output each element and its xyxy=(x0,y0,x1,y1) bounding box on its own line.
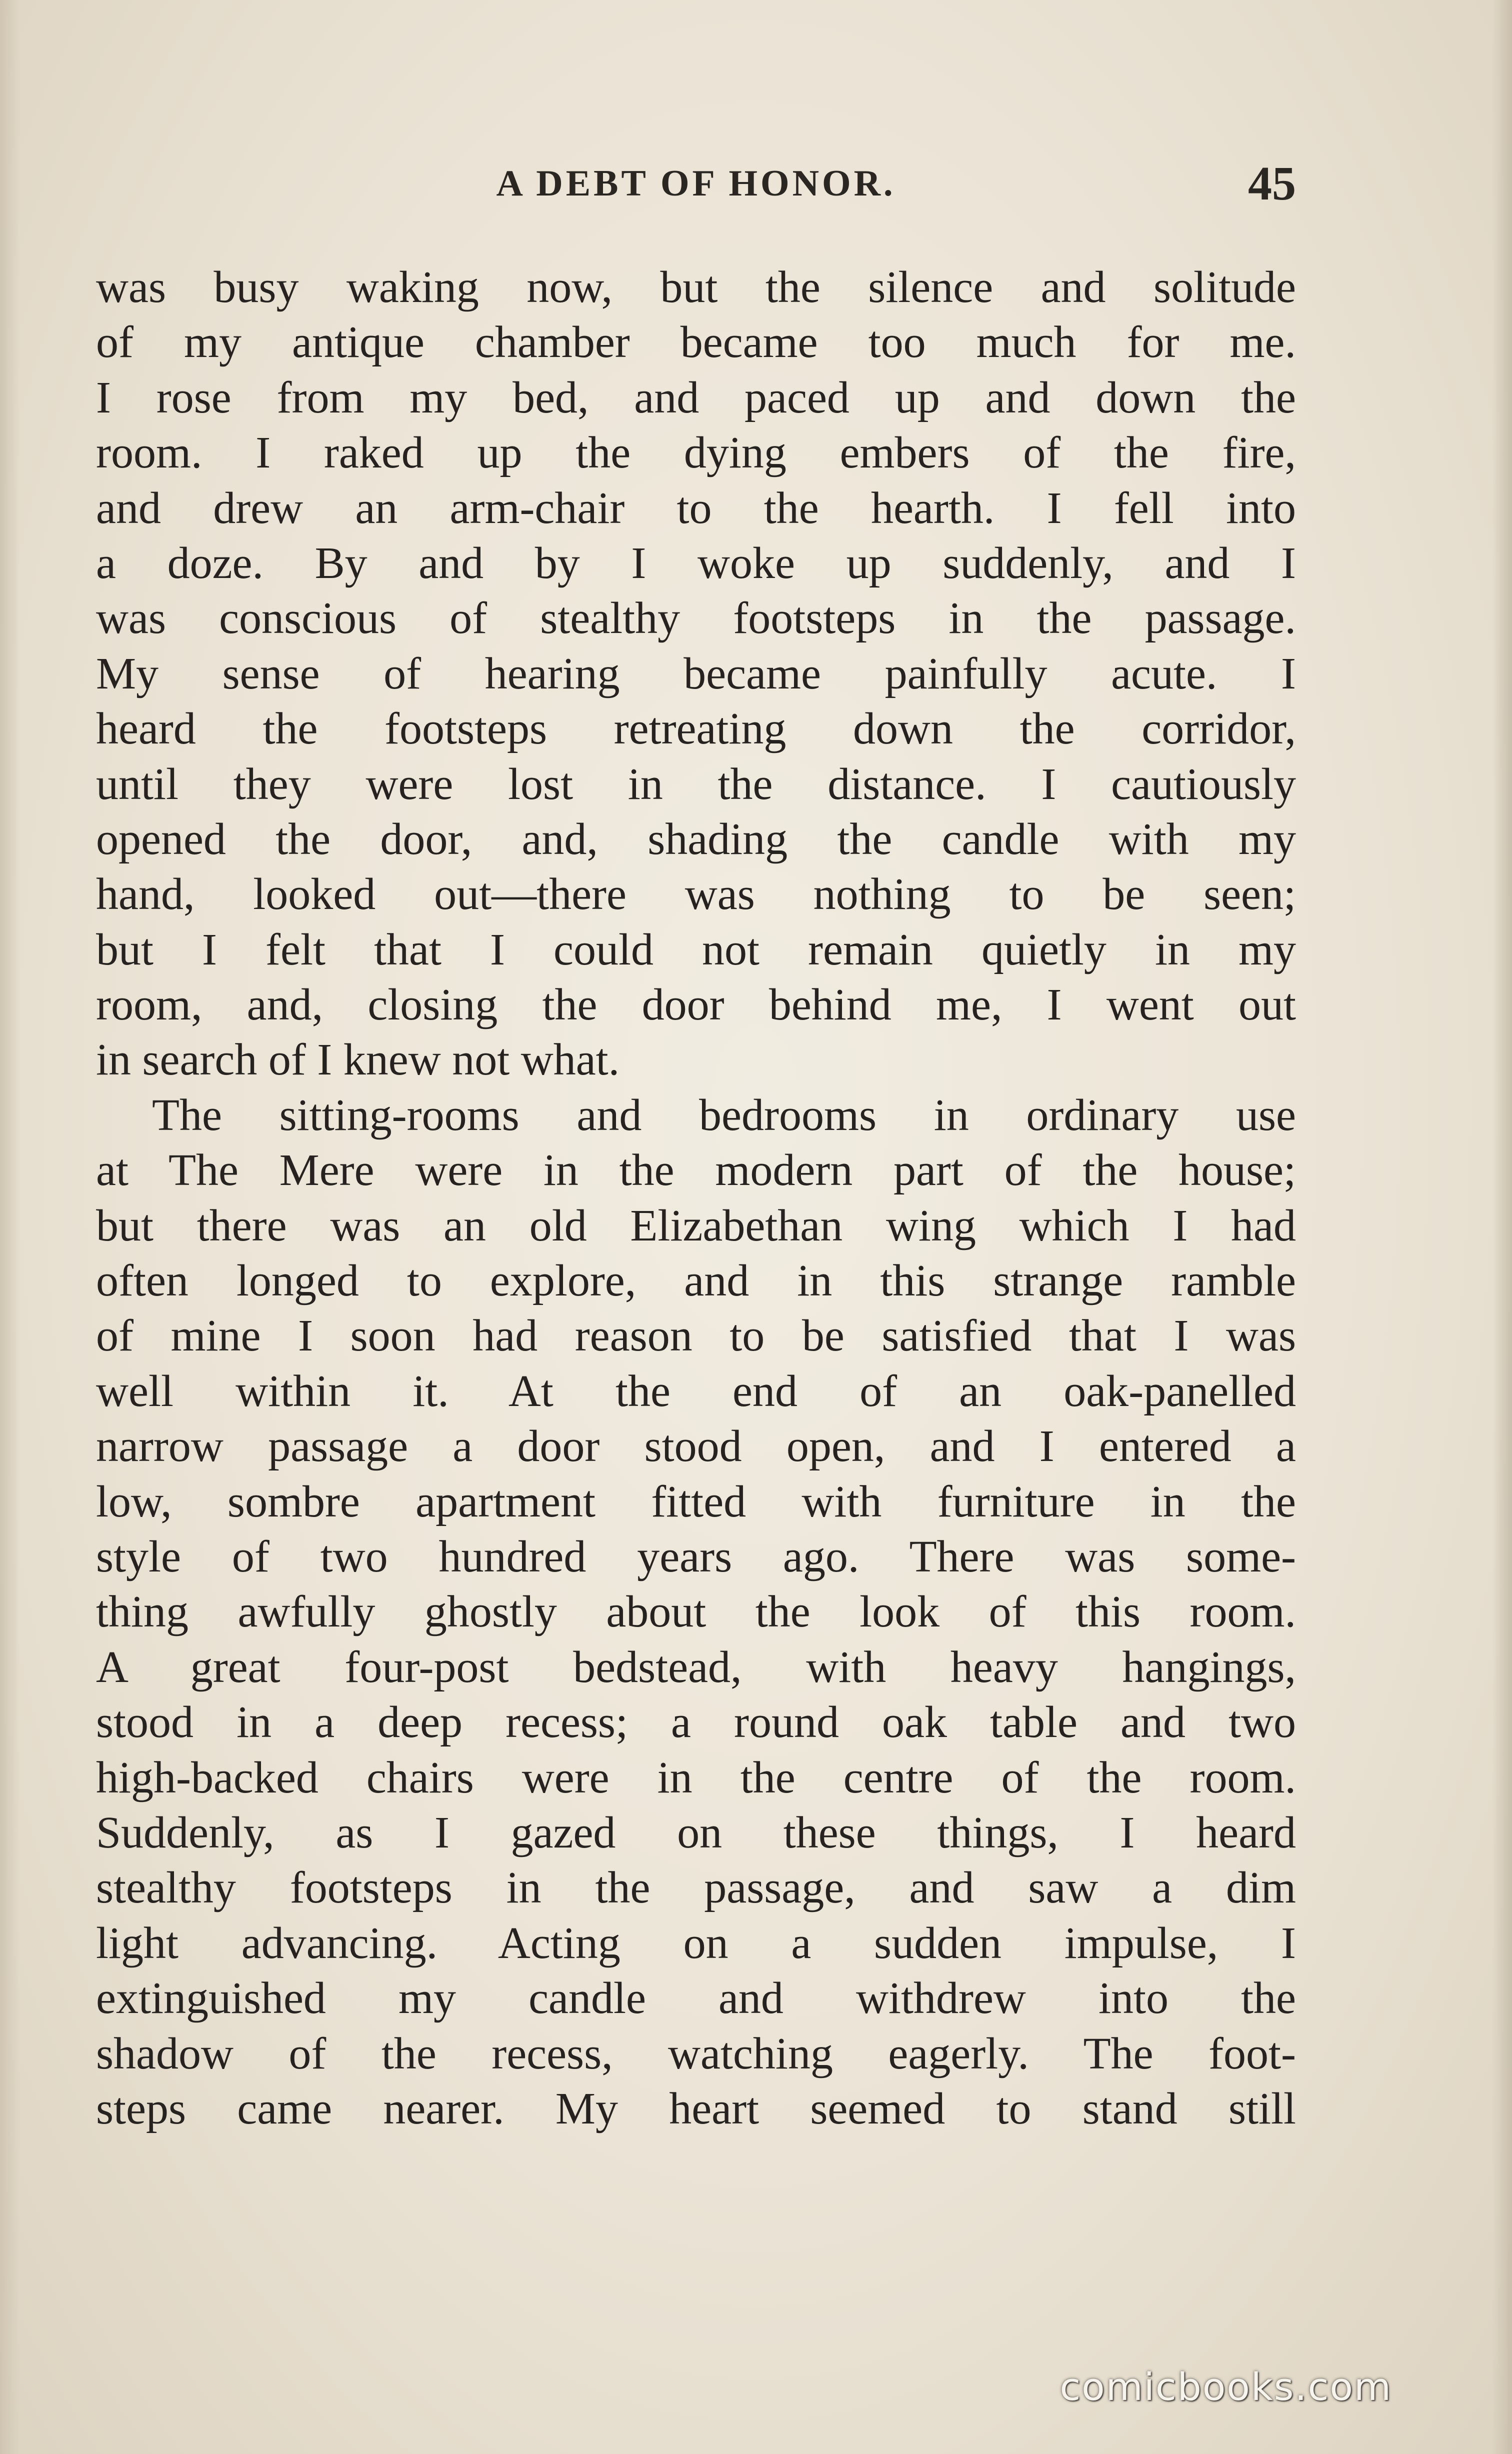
text-line: shadow of the recess, watching eagerly. The foot- xyxy=(96,2028,1296,2078)
text-line: room, and, closing the door behind me, I went out xyxy=(96,980,1296,1030)
text-line: room. I raked up the dying embers of the fire, xyxy=(96,428,1296,478)
text-line: until they were lost in the distance. I cautiously xyxy=(96,759,1296,809)
text-line: was conscious of stealthy footsteps in the passage. xyxy=(96,594,1296,644)
text-line: opened the door, and, shading the candle with my xyxy=(96,814,1296,864)
running-title: A DEBT OF HONOR. xyxy=(496,163,896,204)
page-number: 45 xyxy=(1248,156,1296,210)
text-line: in search of I knew not what. xyxy=(96,1035,620,1085)
text-line: Suddenly, as I gazed on these things, I heard xyxy=(96,1808,1296,1858)
text-line: stealthy footsteps in the passage, and saw a dim xyxy=(96,1863,1296,1913)
text-line: but I felt that I could not remain quietly in my xyxy=(96,924,1296,974)
text-line: a doze. By and by I woke up suddenly, and I xyxy=(96,538,1296,588)
text-line: My sense of hearing became painfully acute. I xyxy=(96,648,1296,698)
text-line: heard the footsteps retreating down the corridor, xyxy=(96,704,1296,754)
text-line: of mine I soon had reason to be satisfied that I was xyxy=(96,1311,1296,1361)
text-line: of my antique chamber became too much for me. xyxy=(96,318,1296,368)
page-left-edge-shadow xyxy=(0,0,20,2454)
text-line: A great four-post bedstead, with heavy hangings, xyxy=(96,1642,1296,1692)
text-line: light advancing. Acting on a sudden impulse, I xyxy=(96,1918,1296,1968)
text-line: thing awfully ghostly about the look of this room. xyxy=(96,1587,1296,1637)
text-line: and drew an arm-chair to the hearth. I fell into xyxy=(96,483,1296,533)
text-line: high-backed chairs were in the centre of the room. xyxy=(96,1752,1296,1802)
site-watermark: comicbooks.com xyxy=(1060,2364,1392,2409)
text-line: at The Mere were in the modern part of the house; xyxy=(96,1146,1296,1196)
text-line: narrow passage a door stood open, and I entered a xyxy=(96,1422,1296,1472)
text-line: low, sombre apartment fitted with furniture in the xyxy=(96,1476,1296,1526)
text-line: stood in a deep recess; a round oak table and two xyxy=(96,1698,1296,1748)
text-line: was busy waking now, but the silence and solitude xyxy=(96,262,1296,312)
page-right-edge-shadow xyxy=(1492,0,1512,2454)
text-line: I rose from my bed, and paced up and down the xyxy=(96,372,1296,422)
running-head xyxy=(96,152,1296,218)
body-text xyxy=(96,260,1296,2136)
text-line: well within it. At the end of an oak-panelled xyxy=(96,1366,1296,1416)
text-line: hand, looked out—there was nothing to be seen; xyxy=(96,870,1296,920)
text-line: but there was an old Elizabethan wing which I had xyxy=(96,1200,1296,1250)
text-line: steps came nearer. My heart seemed to stand still xyxy=(96,2084,1296,2134)
text-line: The sitting-rooms and bedrooms in ordinary use xyxy=(152,1090,1296,1140)
text-line: often longed to explore, and in this strange ramble xyxy=(96,1256,1296,1306)
text-line: style of two hundred years ago. There was some- xyxy=(96,1532,1296,1582)
text-line: extinguished my candle and withdrew into the xyxy=(96,1974,1296,2024)
